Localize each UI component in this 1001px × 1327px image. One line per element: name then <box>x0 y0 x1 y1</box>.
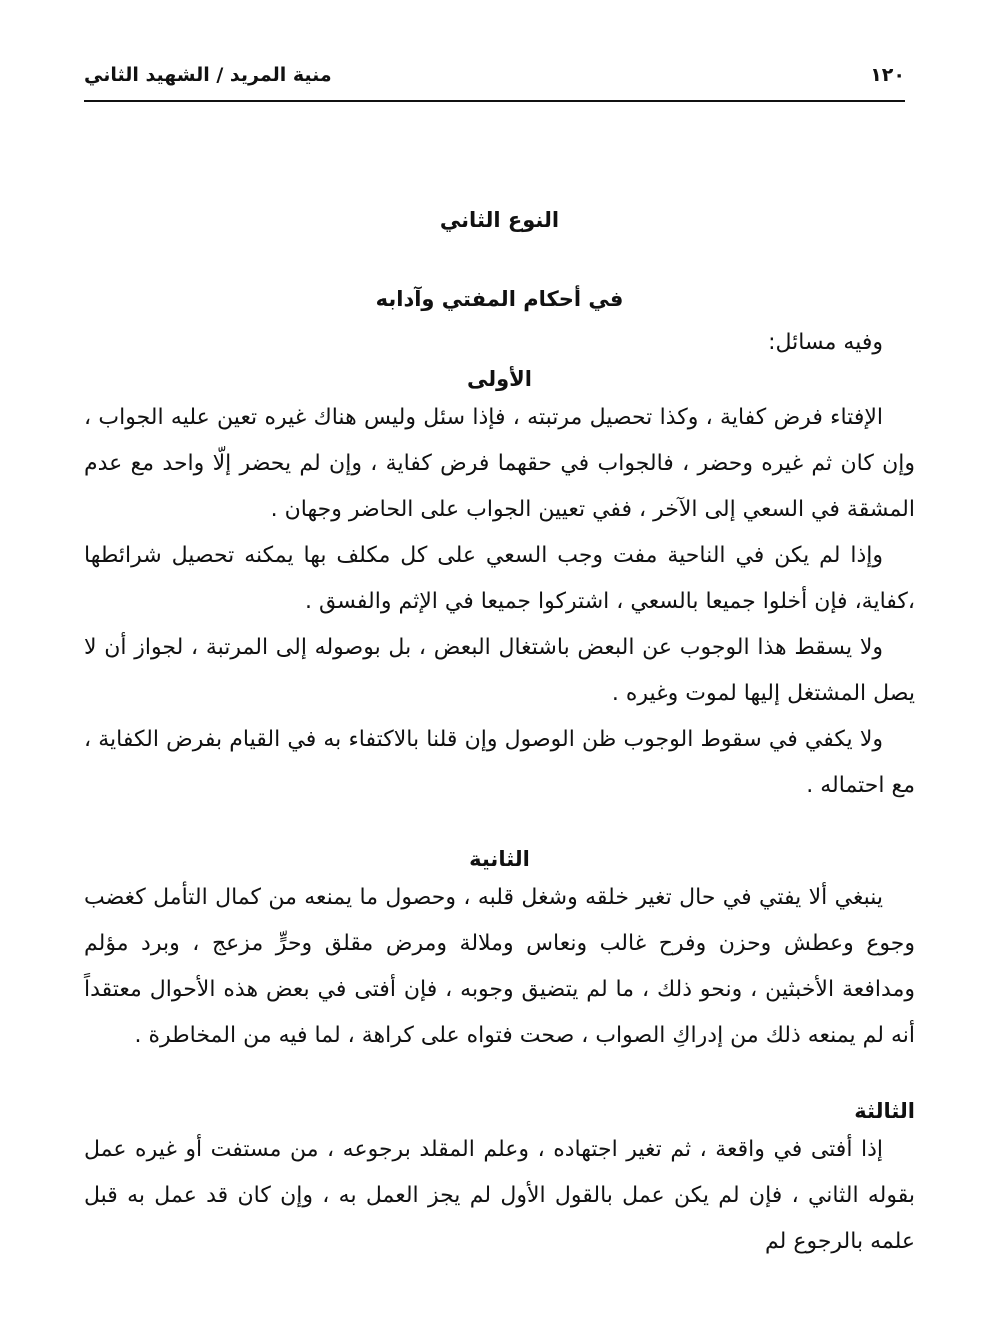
section-subtitle: في أحكام المفتي وآدابه <box>375 287 624 311</box>
issue-3-paragraph-1: إذا أفتى في واقعة ، ثم تغير اجتهاده ، وعلم المقلد برجوعه ، من مستفت أو غيره عمل بقوله الثاني ، فإن لم يكن عمل بالقول الأول لم يجز العمل به ، وإن كان قد عمل به قبل علمه بالرجوع لم <box>84 1137 915 1254</box>
running-title: منية المريد / الشهيد الثاني <box>84 64 332 86</box>
issue-1-paragraph-2: وإذا لم يكن في الناحية مفت وجب السعي على كل مكلف بها يمكنه تحصيل شرائطها ،كفاية، فإن أخلوا جميعا بالسعي ، اشتركوا جميعا في الإثم والفسق . <box>84 543 915 614</box>
issue-2-paragraph-1: ينبغي ألا يفتي في حال تغير خلقه وشغل قلبه ، وحصول ما يمنعه من كمال التأمل كغضب وجوع وعطش وحزن وفرح غالب ونعاس وملالة ومرض مقلق وحرٍّ مزعج ، وبرد مؤلم ومدافعة الأخبثين ، ونحو ذلك ، ما لم يتضيق وجوبه ، فإن أفتى في بعض هذه الأحوال معتقداً أنه لم يمنعه ذلك من إدراكِ الصواب ، صحت فتواه على كراهة ، لما فيه من المخاطرة . <box>84 885 915 1048</box>
running-header <box>84 60 905 102</box>
issue-1-paragraph-1: الإفتاء فرض كفاية ، وكذا تحصيل مرتبته ، فإذا سئل وليس هناك غيره تعين عليه الجواب ، وإن كان ثم غيره وحضر ، فالجواب في حقهما فرض كفاية ، وإن لم يحضر إلّا واحد مع عدم المشقة في السعي إلى الآخر ، ففي تعيين الجواب على الحاضر وجهان . <box>84 405 915 522</box>
issue-1-paragraph-4: ولا يكفي في سقوط الوجوب ظن الوصول وإن قلنا بالاكتفاء به في القيام بفرض الكفاية ، مع احتماله . <box>84 727 915 798</box>
page-number: ١٢٠ <box>870 64 905 86</box>
issue-3-heading: الثالثة <box>854 1099 915 1123</box>
issue-1-heading: الأولى <box>466 367 533 391</box>
section-intro: وفيه مسائل: <box>768 330 883 355</box>
issue-2-heading: الثانية <box>469 847 530 871</box>
page-body <box>84 208 915 1265</box>
issue-1-paragraph-3: ولا يسقط هذا الوجوب عن البعض باشتغال البعض ، بل بوصوله إلى المرتبة ، لجواز أن لا يصل المشتغل إليها لموت وغيره . <box>84 635 915 706</box>
section-title: النوع الثاني <box>439 208 560 232</box>
